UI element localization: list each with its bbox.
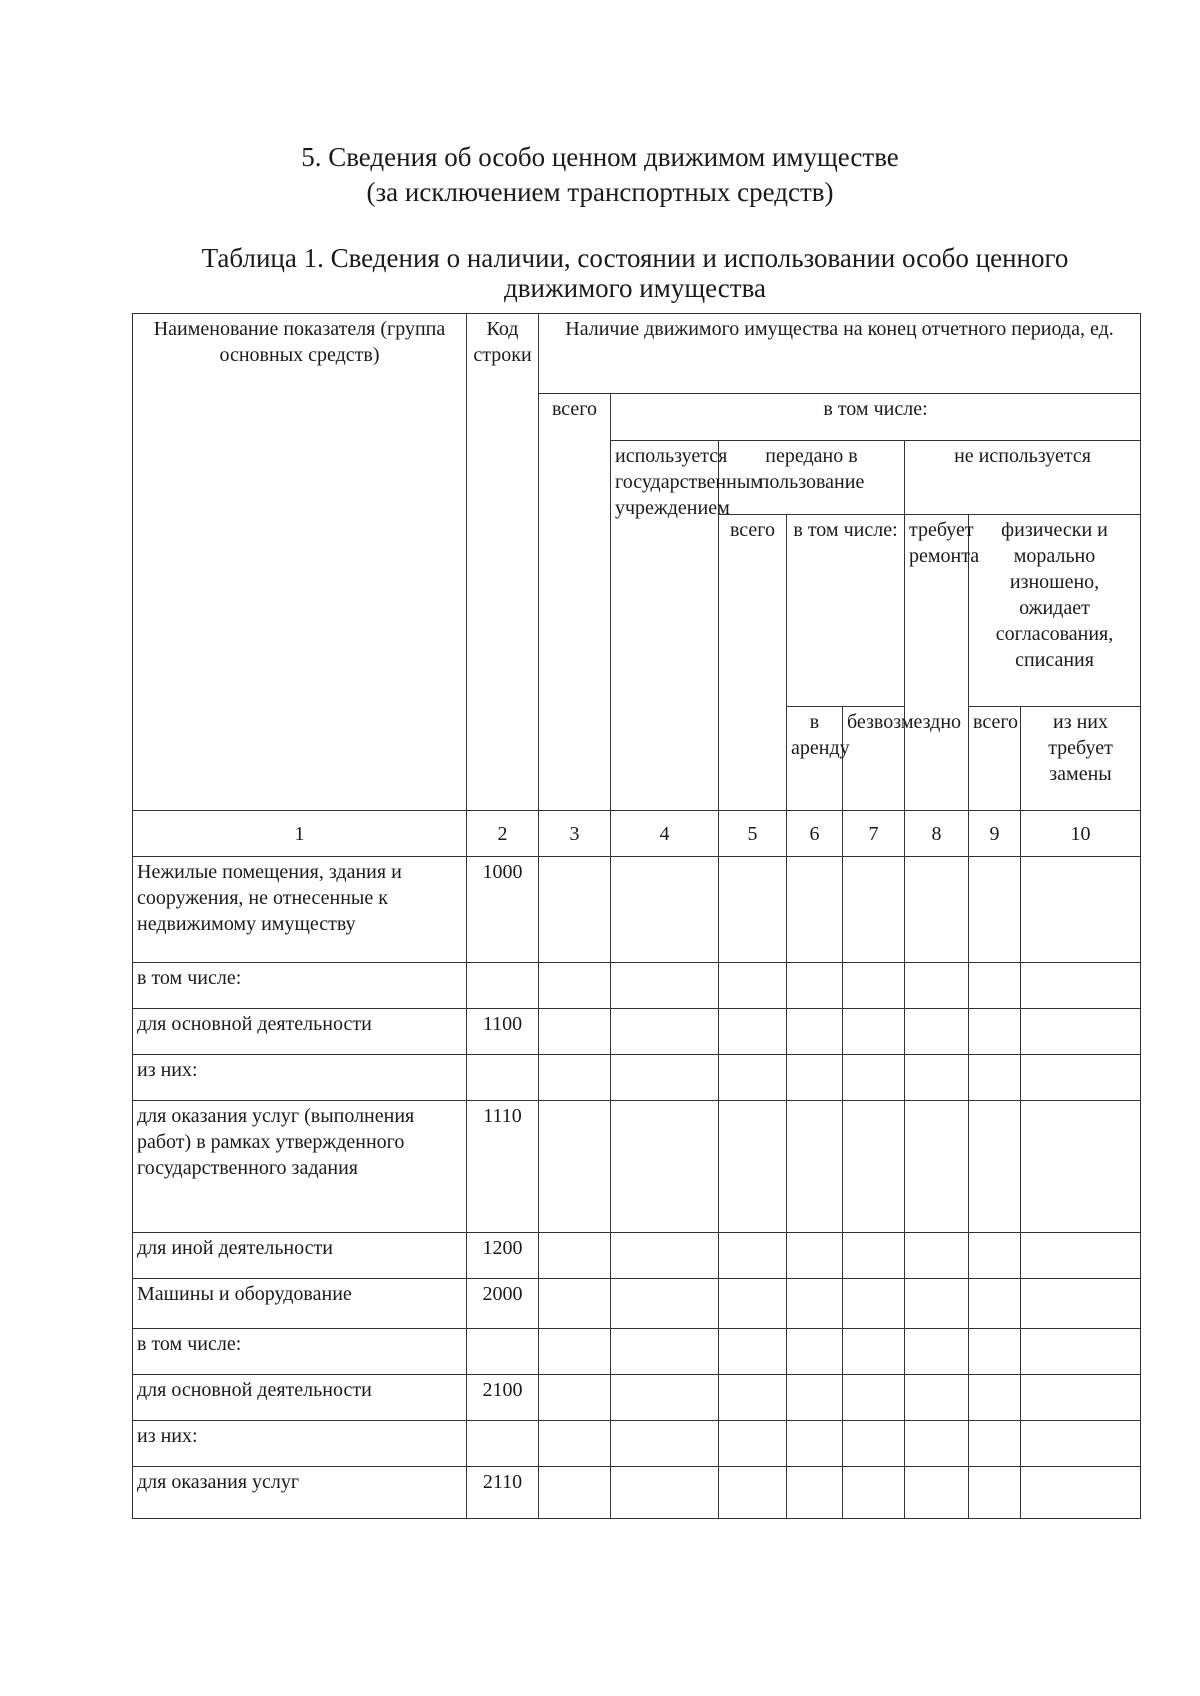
value-cell (787, 1055, 843, 1101)
value-cell (719, 1009, 787, 1055)
value-cell (719, 1233, 787, 1279)
value-cell (539, 1279, 611, 1329)
table-row (133, 1279, 1141, 1329)
value-cell (539, 1421, 611, 1467)
value-cell (787, 1467, 843, 1519)
value-cell (539, 1101, 611, 1233)
value-cell (719, 1279, 787, 1329)
value-cell (539, 1055, 611, 1101)
value-cell (905, 1375, 969, 1421)
row-code-cell (467, 963, 539, 1009)
table-row (133, 1329, 1141, 1375)
indicator-name-cell: в том числе: (133, 963, 467, 1009)
header-needs-repair: требует ремонта (905, 515, 969, 811)
value-cell (1021, 857, 1141, 963)
value-cell (843, 1375, 905, 1421)
value-cell (787, 1233, 843, 1279)
column-number-cell: 10 (1021, 811, 1141, 857)
table-caption-line-1: Таблица 1. Сведения о наличии, состоянии и использовании особо ценного (201, 243, 1069, 273)
value-cell (719, 1421, 787, 1467)
value-cell (905, 857, 969, 963)
table-row (133, 1009, 1141, 1055)
value-cell (969, 1055, 1021, 1101)
value-cell (787, 1279, 843, 1329)
table-row (133, 1101, 1141, 1233)
value-cell (539, 1375, 611, 1421)
value-cell (969, 1101, 1021, 1233)
table-row (133, 963, 1141, 1009)
value-cell (905, 1101, 969, 1233)
value-cell (969, 1329, 1021, 1375)
value-cell (905, 1467, 969, 1519)
value-cell (719, 857, 787, 963)
column-number-cell: 1 (133, 811, 467, 857)
header-needs-replacement: из них требует замены (1021, 707, 1141, 811)
value-cell (787, 1009, 843, 1055)
value-cell (843, 1101, 905, 1233)
value-cell (843, 1233, 905, 1279)
value-cell (1021, 1101, 1141, 1233)
value-cell (843, 1329, 905, 1375)
value-cell (905, 1279, 969, 1329)
header-worn-total: всего (969, 707, 1021, 811)
table-row (133, 1233, 1141, 1279)
value-cell (611, 1375, 719, 1421)
value-cell (611, 1467, 719, 1519)
header-transferred-total: всего (719, 515, 787, 811)
value-cell (539, 857, 611, 963)
value-cell (611, 963, 719, 1009)
header-row-code: Код строки (467, 314, 539, 811)
column-number-cell: 6 (787, 811, 843, 857)
row-code-cell: 2110 (467, 1467, 539, 1519)
value-cell (611, 1279, 719, 1329)
value-cell (1021, 1329, 1141, 1375)
value-cell (611, 1009, 719, 1055)
value-cell (969, 1467, 1021, 1519)
indicator-name-cell: в том числе: (133, 1329, 467, 1375)
value-cell (787, 963, 843, 1009)
indicator-name-cell: Нежилые помещения, здания и сооружения, не отнесенные к недвижимому имуществу (133, 857, 467, 963)
column-number-row (133, 811, 1141, 857)
row-code-cell: 1110 (467, 1101, 539, 1233)
indicator-name-cell: для иной деятельности (133, 1233, 467, 1279)
header-transferred-including: в том числе: (787, 515, 905, 707)
indicator-name-cell: для основной деятельности (133, 1009, 467, 1055)
value-cell (1021, 1233, 1141, 1279)
value-cell (539, 1329, 611, 1375)
column-number-cell: 9 (969, 811, 1021, 857)
table-row (133, 1375, 1141, 1421)
section-subtitle: (за исключением транспортных средств) (366, 177, 834, 207)
value-cell (719, 1101, 787, 1233)
column-number-cell: 8 (905, 811, 969, 857)
value-cell (1021, 1375, 1141, 1421)
value-cell (843, 1279, 905, 1329)
header-free-use: безвозмездно (843, 707, 905, 811)
header-used-by-institution: используется государственным учреждением (611, 441, 719, 811)
value-cell (611, 1421, 719, 1467)
value-cell (611, 1101, 719, 1233)
header-indicator-name: Наименование показателя (группа основных средств) (133, 314, 467, 811)
table-body (133, 811, 1141, 1519)
indicator-name-cell: из них: (133, 1055, 467, 1101)
header-total: всего (539, 394, 611, 811)
header-worn-out: физически и морально изношено, ожидает согласования, списания (969, 515, 1141, 707)
value-cell (611, 857, 719, 963)
table-caption-line-2: движимого имущества (504, 273, 766, 303)
table-caption (150, 243, 1120, 303)
value-cell (611, 1329, 719, 1375)
value-cell (611, 1055, 719, 1101)
row-code-cell: 1000 (467, 857, 539, 963)
section-title: 5. Сведения об особо ценном движимом имуществе (301, 142, 899, 172)
row-code-cell: 1200 (467, 1233, 539, 1279)
table-row (133, 857, 1141, 963)
value-cell (1021, 1421, 1141, 1467)
value-cell (969, 1233, 1021, 1279)
value-cell (787, 857, 843, 963)
column-number-cell: 4 (611, 811, 719, 857)
value-cell (539, 963, 611, 1009)
value-cell (1021, 963, 1141, 1009)
indicator-name-cell: Машины и оборудование (133, 1279, 467, 1329)
value-cell (905, 1009, 969, 1055)
value-cell (843, 857, 905, 963)
value-cell (969, 1421, 1021, 1467)
value-cell (787, 1329, 843, 1375)
table-header (133, 314, 1141, 811)
value-cell (843, 1467, 905, 1519)
value-cell (843, 963, 905, 1009)
column-number-cell: 3 (539, 811, 611, 857)
value-cell (719, 1467, 787, 1519)
value-cell (539, 1233, 611, 1279)
header-including: в том числе: (611, 394, 1141, 441)
value-cell (539, 1467, 611, 1519)
row-code-cell: 2100 (467, 1375, 539, 1421)
value-cell (969, 857, 1021, 963)
value-cell (539, 1009, 611, 1055)
column-number-cell: 5 (719, 811, 787, 857)
value-cell (719, 1329, 787, 1375)
column-number-cell: 2 (467, 811, 539, 857)
value-cell (719, 1375, 787, 1421)
header-rent: в аренду (787, 707, 843, 811)
value-cell (905, 1329, 969, 1375)
header-not-used: не используется (905, 441, 1141, 515)
value-cell (719, 1055, 787, 1101)
value-cell (843, 1055, 905, 1101)
value-cell (905, 1233, 969, 1279)
value-cell (969, 1009, 1021, 1055)
row-code-cell (467, 1421, 539, 1467)
value-cell (1021, 1467, 1141, 1519)
indicator-name-cell: для оказания услуг (133, 1467, 467, 1519)
value-cell (1021, 1055, 1141, 1101)
value-cell (719, 963, 787, 1009)
row-code-cell (467, 1055, 539, 1101)
value-cell (611, 1233, 719, 1279)
table-row (133, 1467, 1141, 1519)
section-heading (0, 140, 1200, 210)
value-cell (969, 1375, 1021, 1421)
value-cell (1021, 1009, 1141, 1055)
value-cell (969, 1279, 1021, 1329)
table-row (133, 1055, 1141, 1101)
value-cell (1021, 1279, 1141, 1329)
indicator-name-cell: из них: (133, 1421, 467, 1467)
table-row (133, 1421, 1141, 1467)
value-cell (905, 963, 969, 1009)
indicator-name-cell: для основной деятельности (133, 1375, 467, 1421)
row-code-cell (467, 1329, 539, 1375)
header-transferred: передано в пользование (719, 441, 905, 515)
value-cell (905, 1421, 969, 1467)
column-number-cell: 7 (843, 811, 905, 857)
value-cell (787, 1101, 843, 1233)
value-cell (843, 1421, 905, 1467)
value-cell (843, 1009, 905, 1055)
header-availability: Наличие движимого имущества на конец отчетного периода, ед. (539, 314, 1141, 394)
indicator-name-cell: для оказания услуг (выполнения работ) в рамках утвержденного государственного задания (133, 1101, 467, 1233)
value-cell (787, 1421, 843, 1467)
movable-property-table (132, 313, 1141, 1519)
value-cell (969, 963, 1021, 1009)
row-code-cell: 1100 (467, 1009, 539, 1055)
row-code-cell: 2000 (467, 1279, 539, 1329)
value-cell (787, 1375, 843, 1421)
value-cell (905, 1055, 969, 1101)
